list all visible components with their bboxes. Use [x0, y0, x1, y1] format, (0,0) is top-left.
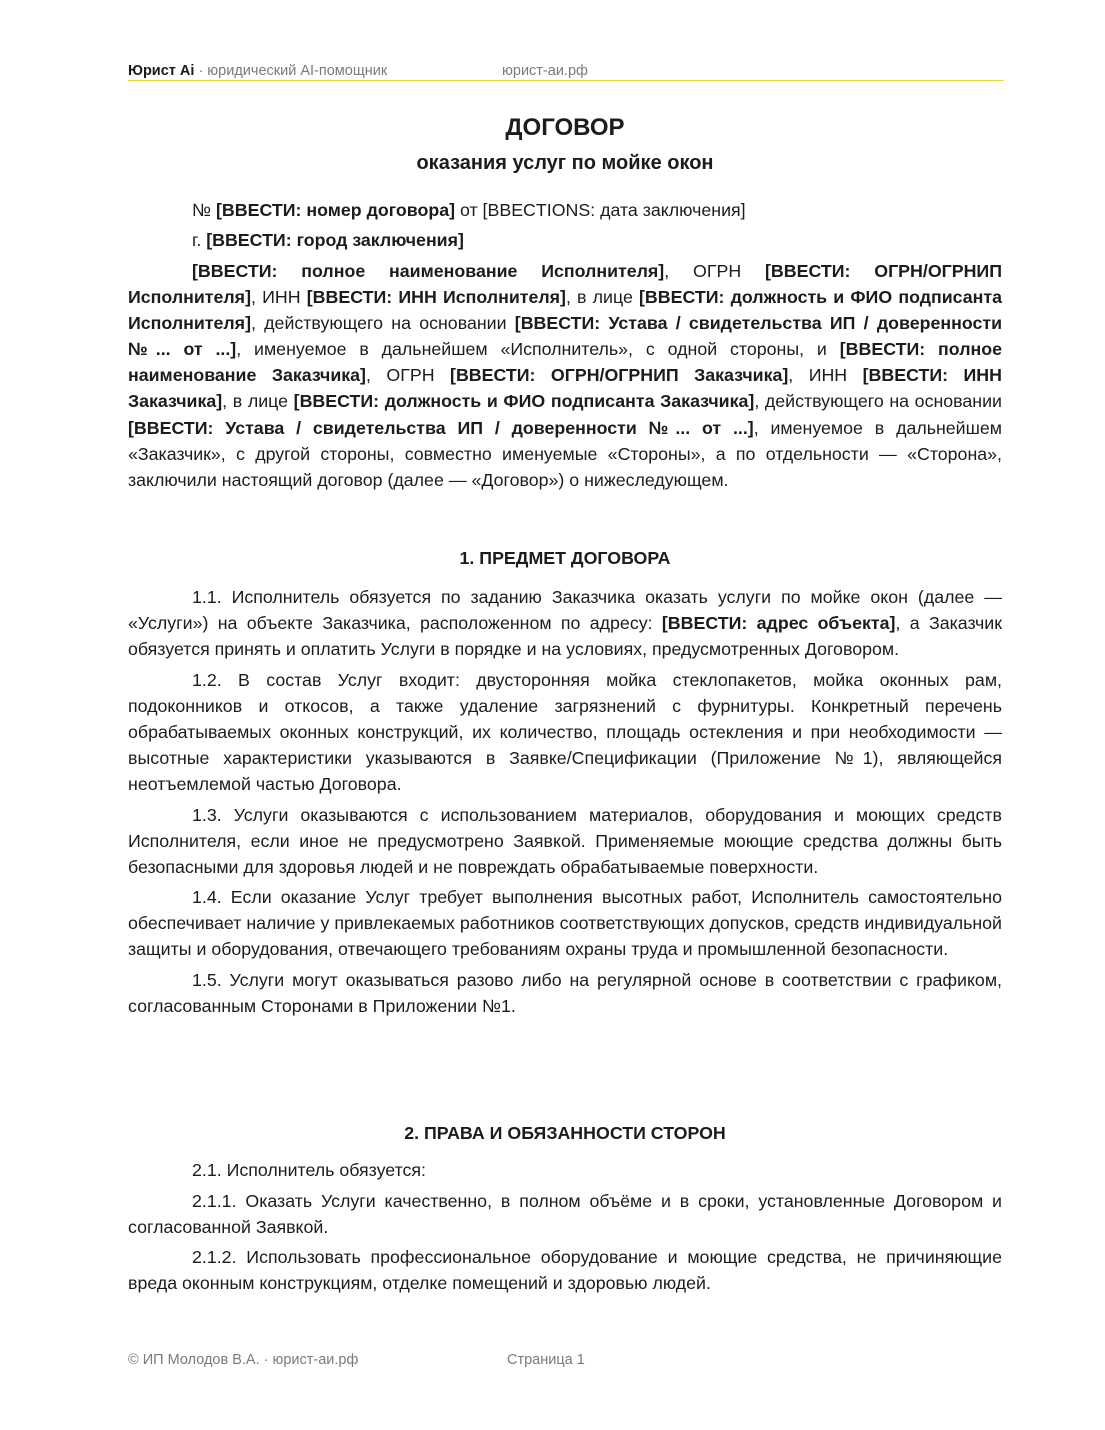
contract-preamble: [128, 197, 1002, 493]
section-heading: 1. ПРЕДМЕТ ДОГОВОРА: [459, 548, 671, 568]
page-footer: [128, 1350, 1004, 1370]
brand-name: Юрист Ai: [128, 63, 195, 79]
preamble-text: , ОГРН: [664, 260, 765, 281]
contract-city-placeholder: [ВВЕСТИ: город заключения]: [206, 230, 464, 251]
footer-copyright: © ИП Молодов В.А. · юрист-аи.рф: [128, 1352, 359, 1368]
placeholder-customer-signatory: [ВВЕСТИ: должность и ФИО подписанта Заказчика]: [293, 391, 755, 412]
page-header: [128, 62, 1004, 81]
preamble-text: , ИНН: [788, 365, 863, 386]
placeholder-executor-ogrn: [ВВЕСТИ: ОГРН/ОГРНИП Исполнителя]: [128, 260, 1002, 308]
page-number: Страница 1: [507, 1352, 585, 1368]
clause-text: , а Заказчик обязуется принять и оплатить Услуги в порядке и на условиях, предусмотренных Договором.: [128, 613, 1002, 660]
placeholder-customer-ogrn: [ВВЕСТИ: ОГРН/ОГРНИП Заказчика]: [450, 365, 789, 386]
contract-city-line: [128, 227, 1002, 253]
preamble-paragraph: [128, 258, 1002, 493]
clause-2-1-2: 2.1.2. Использовать профессиональное оборудование и моющие средства, не причиняющие вреда оконным конструкциям, отделке помещений и здоровью людей.: [128, 1247, 1002, 1294]
placeholder-object-address: [ВВЕСТИ: адрес объекта]: [661, 613, 896, 634]
preamble-text: , действующего на основании: [754, 391, 1002, 412]
document-subtitle: оказания услуг по мойке окон: [416, 152, 714, 174]
placeholder-executor-name: [ВВЕСТИ: полное наименование Исполнителя]: [192, 260, 665, 281]
clause-2-1-1: 2.1.1. Оказать Услуги качественно, в полном объёме и в сроки, установленные Договором и согласованной Заявкой.: [128, 1190, 1002, 1237]
placeholder-customer-basis: [ВВЕСТИ: Устава / свидетельства ИП / доверенности №... от ...]: [128, 417, 754, 438]
placeholder-customer-name: [ВВЕСТИ: полное наименование Заказчика]: [128, 339, 1002, 386]
placeholder-customer-inn: [ВВЕСТИ: ИНН Заказчика]: [128, 365, 1002, 412]
preamble-text: , именуемое в дальнейшем «Исполнитель», с одной стороны, и: [236, 339, 840, 360]
preamble-text: , ОГРН: [365, 365, 451, 386]
number-prefix: №: [192, 200, 217, 220]
placeholder-executor-inn: [ВВЕСТИ: ИНН Исполнителя]: [306, 287, 566, 308]
city-prefix: г.: [192, 230, 207, 251]
clause-1-2: 1.2. В состав Услуг входит: двусторонняя мойка стеклопакетов, мойка оконных рам, подоконников и откосов, а также удаление загрязнений с фурнитуры. Конкретный перечень обрабатываемых оконных конструкций, их количество, площадь остекления и при необходимости — высотные характеристики указываются в Заявке/Спецификации (Приложение №1), являющейся неотъемлемой частью Договора.: [128, 669, 1002, 795]
contract-number-line: [128, 197, 1002, 223]
clause-2-1: 2.1. Исполнитель обязуется:: [192, 1160, 427, 1181]
brand-tagline: · юридический AI-помощник: [194, 63, 388, 79]
contract-number-placeholder: [ВВЕСТИ: номер договора]: [216, 200, 456, 220]
section-2: [128, 1120, 1002, 1296]
preamble-text: , ИНН: [250, 287, 307, 308]
placeholder-executor-signatory: [ВВЕСТИ: должность и ФИО подписанта Исполнителя]: [128, 287, 1002, 334]
section-1: [128, 545, 1002, 1019]
preamble-text: , в лице: [222, 391, 294, 412]
preamble-text: , именуемое в дальнейшем «Заказчик», с другой стороны, совместно именуемые «Стороны», а по отдельности — «Сторона», заключили настоящий договор (далее — «Договор») о нижеследующем.: [128, 417, 1002, 490]
clause-text: 1.1. Исполнитель обязуется по заданию Заказчика оказать услуги по мойке окон (далее — «Услуги») на объекте Заказчика, расположенном по адресу:: [128, 587, 1002, 634]
header-site-link[interactable]: юрист-аи.рф: [502, 63, 588, 79]
section-heading: 2. ПРАВА И ОБЯЗАННОСТИ СТОРОН: [404, 1123, 726, 1143]
preamble-text: , в лице: [565, 287, 640, 308]
clause-1-3: 1.3. Услуги оказываются с использованием материалов, оборудования и моющих средств Исполнителя, если иное не предусмотрено Заявкой. Применяемые моющие средства должны быть безопасными для здоровья людей и не повреждать обрабатываемые поверхности.: [128, 804, 1002, 877]
clause-1-4: 1.4. Если оказание Услуг требует выполнения высотных работ, Исполнитель самостоятельно обеспечивает наличие у привлекаемых работников соответствующих допусков, средств индивидуальной защиты и оборудования, отвечающего требованиям охраны труда и промышленной безопасности.: [128, 887, 1002, 960]
contract-date-text: от [BBECTIONS: дата заключения]: [455, 200, 746, 220]
placeholder-executor-basis: [ВВЕСТИ: Устава / свидетельства ИП / доверенности №... от ...]: [128, 313, 1002, 360]
clause-1-1: [128, 584, 1002, 662]
preamble-text: , действующего на основании: [250, 313, 515, 334]
clause-1-5: 1.5. Услуги могут оказываться разово либо на регулярной основе в соответствии с графиком, согласованным Сторонами в Приложении №1.: [128, 969, 1002, 1017]
document-title: ДОГОВОР: [505, 114, 625, 141]
